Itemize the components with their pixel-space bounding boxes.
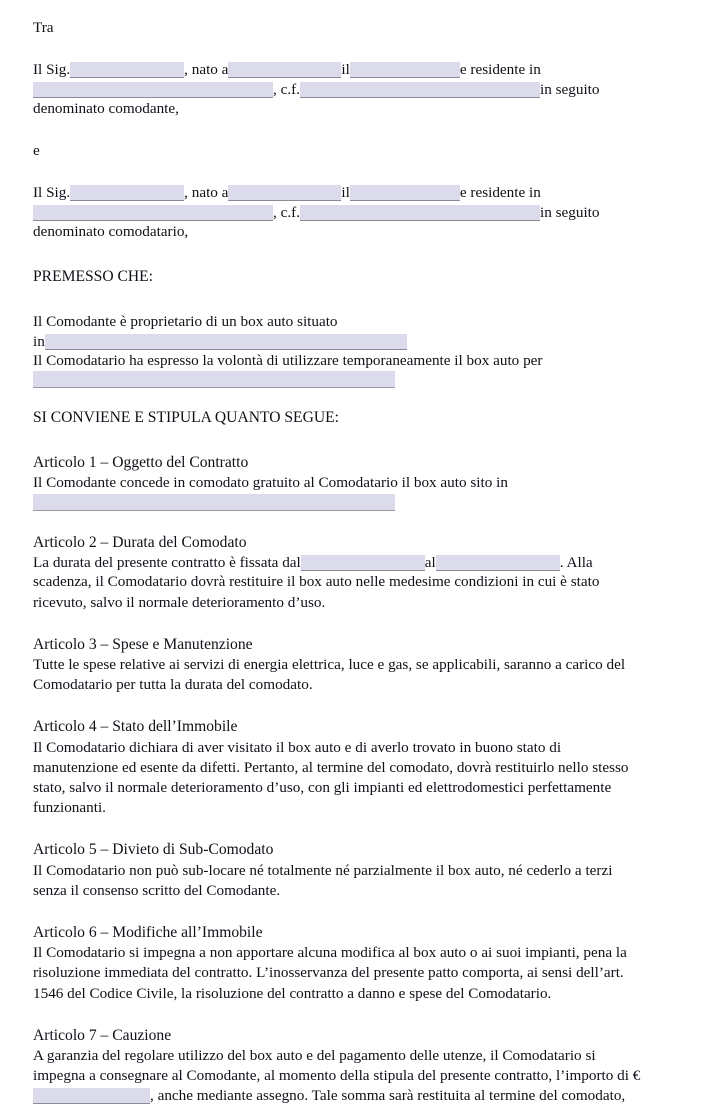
premesso-purpose-field[interactable]: [33, 371, 395, 388]
article-2: [33, 533, 673, 613]
spacer: [33, 818, 673, 840]
premesso-clause-1-row: [33, 332, 673, 352]
spacer: [33, 161, 673, 183]
article-2-body-post: . Alla: [559, 553, 593, 571]
article-4-body-line: Il Comodatario dichiara di aver visitato il box auto e di averlo trovato in buono stato di: [33, 738, 562, 756]
article-4-heading: Articolo 4 – Stato dell’Immobile: [33, 718, 238, 736]
spacer: [33, 901, 673, 923]
article-7-amount-field[interactable]: [33, 1088, 150, 1104]
spacer: [33, 511, 673, 533]
article-2-body-mid: al: [424, 553, 436, 571]
article-4-body-line: stato, salvo il normale deterioramento d’uso, con gli impianti ed elettrodomestici perfettamente: [33, 778, 612, 796]
party-one-seguito-label: in seguito: [540, 80, 600, 98]
party-two-seguito-label: in seguito: [540, 203, 600, 221]
spacer: [33, 119, 673, 141]
spacer: [33, 242, 673, 267]
spacer: [33, 287, 673, 312]
article-6-body-line: risoluzione immediata del contratto. L’inosservanza del presente patto comporta, ai sensi dell’art.: [33, 964, 624, 982]
article-2-body-pre: La durata del presente contratto è fissata dal: [33, 553, 301, 571]
premesso-clause-2-text: Il Comodatario ha espresso la volontà di utilizzare temporaneamente il box auto per: [33, 352, 543, 370]
article-1-heading: Articolo 1 – Oggetto del Contratto: [33, 454, 249, 472]
party-one-prefix: Il Sig.: [33, 61, 71, 79]
e-label: e: [33, 141, 40, 159]
article-3-heading: Articolo 3 – Spese e Manutenzione: [33, 635, 253, 653]
article-5: [33, 840, 673, 901]
party-two-cf-label: , c.f.: [273, 203, 300, 221]
article-1: [33, 453, 673, 510]
premesso-location-field[interactable]: [45, 334, 407, 350]
article-5-body-line: senza il consenso scritto del Comodante.: [33, 881, 281, 899]
party-two-address-field[interactable]: [33, 205, 273, 221]
article-4-body-line: manutenzione ed esente da difetti. Pertanto, al termine del comodato, dovrà restituirlo nello stesso: [33, 758, 629, 776]
party-two-role: denominato comodatario,: [33, 223, 189, 241]
article-2-date-from-field[interactable]: [301, 555, 425, 571]
article-1-body: Il Comodante concede in comodato gratuito al Comodatario il box auto sito in: [33, 474, 508, 492]
party-one-cf-field[interactable]: [300, 82, 540, 98]
article-5-body-line: Il Comodatario non può sub-locare né totalmente né parzialmente il box auto, né cederlo a terzi: [33, 861, 613, 879]
article-3-body-line: Tutte le spese relative ai servizi di energia elettrica, luce e gas, se applicabili, saranno a carico del: [33, 655, 626, 673]
article-5-heading: Articolo 5 – Divieto di Sub-Comodato: [33, 841, 274, 859]
party-one-line-1: [33, 60, 673, 80]
article-7-amount-row: [33, 1086, 673, 1106]
party-one-born-label: , nato a: [184, 61, 229, 79]
party-two-line-1: [33, 183, 673, 203]
party-one-role: denominato comodante,: [33, 100, 179, 118]
article-7-body-post: , anche mediante assegno. Tale somma sarà restituita al termine del comodato,: [150, 1087, 626, 1105]
party-one-cf-label: , c.f.: [273, 80, 300, 98]
spacer: [33, 613, 673, 635]
article-2-date-to-field[interactable]: [436, 555, 560, 571]
article-6-body-line: 1546 del Codice Civile, la risoluzione del contratto a danno e spese del Comodatario.: [33, 984, 552, 1002]
article-2-body-line: scadenza, il Comodatario dovrà restituire il box auto nelle medesime condizioni in cui è stato: [33, 573, 600, 591]
article-1-location-field[interactable]: [33, 494, 395, 511]
premesso-clause-1: [33, 312, 673, 351]
article-7: [33, 1026, 673, 1106]
article-7-heading: Articolo 7 – Cauzione: [33, 1026, 172, 1044]
party-one-address-field[interactable]: [33, 82, 273, 98]
party-one-birthplace-field[interactable]: [228, 62, 341, 78]
article-2-heading: Articolo 2 – Durata del Comodato: [33, 533, 247, 551]
spacer: [33, 428, 673, 453]
tra-label: Tra: [33, 19, 54, 36]
party-two-birthdate-field[interactable]: [350, 185, 460, 201]
article-7-body-line: A garanzia del regolare utilizzo del box auto e del pagamento delle utenze, il Comodatario si: [33, 1047, 596, 1065]
premesso-in-label: in: [33, 332, 45, 350]
party-two-block: [33, 183, 673, 242]
spacer: [33, 38, 673, 60]
party-two-cf-field[interactable]: [300, 205, 540, 221]
article-2-body-line: ricevuto, salvo il normale deterioramento d’uso.: [33, 593, 326, 611]
party-one-line-2: [33, 80, 673, 100]
article-7-body-line: impegna a consegnare al Comodante, al momento della stipula del presente contratto, l’importo di €: [33, 1067, 641, 1085]
party-one-name-field[interactable]: [70, 62, 184, 78]
party-one-resident-label: e residente in: [459, 61, 541, 79]
party-two-born-label: , nato a: [184, 184, 229, 202]
spacer: [33, 388, 673, 408]
article-4-body-line: funzionanti.: [33, 799, 106, 817]
article-6-heading: Articolo 6 – Modifiche all’Immobile: [33, 924, 263, 941]
spacer: [33, 695, 673, 717]
premesso-clause-2: [33, 351, 673, 388]
article-6: [33, 923, 673, 1004]
article-6-body-line: Il Comodatario si impegna a non apportare alcuna modifica al box auto o ai suoi impianti, pena la: [33, 944, 627, 962]
article-4: [33, 717, 673, 818]
stipula-heading: SI CONVIENE E STIPULA QUANTO SEGUE:: [33, 408, 339, 426]
party-two-resident-label: e residente in: [459, 184, 541, 202]
party-two-on-label: il: [341, 184, 350, 202]
premesso-clause-1-text: Il Comodante è proprietario di un box auto situato: [33, 313, 338, 331]
article-2-dates-row: [33, 553, 673, 573]
party-two-name-field[interactable]: [70, 185, 184, 201]
party-two-birthplace-field[interactable]: [228, 185, 341, 201]
party-one-on-label: il: [341, 61, 350, 79]
article-3: [33, 635, 673, 696]
party-one-birthdate-field[interactable]: [350, 62, 460, 78]
party-two-line-2: [33, 203, 673, 223]
party-one-block: [33, 60, 673, 119]
spacer: [33, 1004, 673, 1026]
premesso-heading: PREMESSO CHE:: [33, 267, 154, 285]
party-two-prefix: Il Sig.: [33, 184, 71, 202]
article-3-body-line: Comodatario per tutta la durata del comodato.: [33, 676, 313, 694]
